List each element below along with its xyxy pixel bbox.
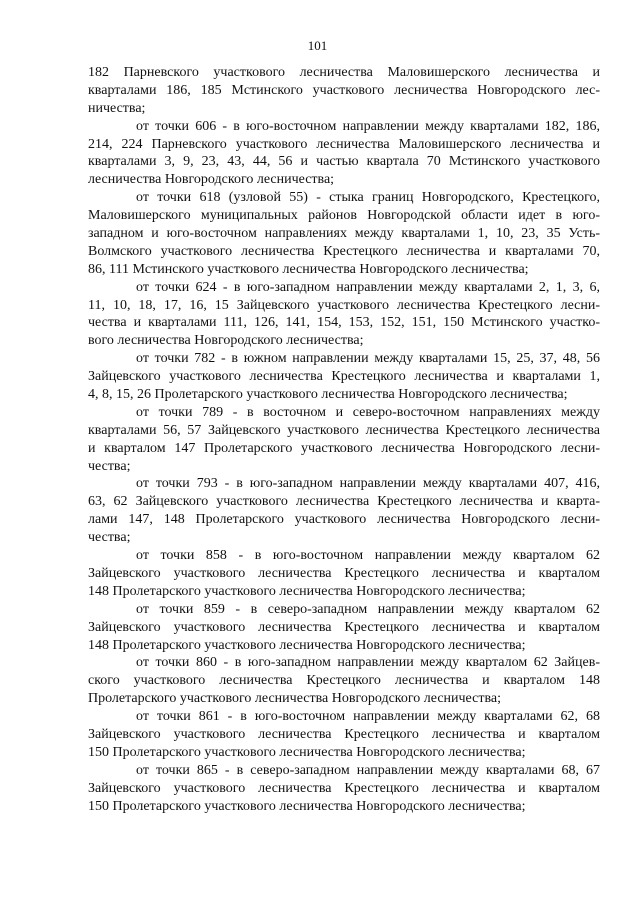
text-line: и кварталом 147 Пролетарского участкового лесничества Новгородского лесни- (88, 440, 600, 456)
text-line: Зайцевского участкового лесничества Крестецкого лесничества и кварталом (88, 565, 600, 581)
text-line: Волмского участкового лесничества Крестецкого лесничества и кварталами 70, (88, 243, 600, 259)
text-line: Зайцевского участкового лесничества Крестецкого лесничества и кварталом (88, 726, 600, 742)
paragraph-first-line: от точки 782 - в южном направлении между кварталами 15, 25, 37, 48, 56 (136, 351, 600, 367)
text-line: лами 147, 148 Пролетарского участкового лесничества Новгородского лесни- (88, 512, 600, 528)
body-text (88, 64, 600, 815)
paragraph-first-line: от точки 789 - в восточном и северо-восточном направлениях между (136, 404, 600, 420)
text-line: вого лесничества Новгородского лесничества; (88, 333, 364, 349)
text-line: 11, 10, 18, 17, 16, 15 Зайцевского участкового лесничества Крестецкого лесни- (88, 297, 600, 313)
paragraph-first-line: от точки 624 - в юго-западном направлении между кварталами 2, 1, 3, 6, (136, 279, 600, 295)
text-line: ского участкового лесничества Крестецкого лесничества и кварталом 148 (88, 673, 600, 689)
text-line: чества; (88, 458, 131, 474)
paragraph-first-line: от точки 793 - в юго-западном направлении между кварталами 407, 416, (136, 476, 600, 492)
text-line: 148 Пролетарского участкового лесничества Новгородского лесничества; (88, 637, 526, 653)
text-line: Маловишерского муниципальных районов Новгородской области идет в юго- (88, 208, 600, 224)
text-line: 150 Пролетарского участкового лесничества Новгородского лесничества; (88, 798, 526, 814)
text-line: западном и юго-восточном направлениях между кварталами 1, 10, 23, 35 Усть- (88, 226, 600, 242)
text-line: лесничества Новгородского лесничества; (88, 172, 335, 188)
paragraph-first-line: от точки 861 - в юго-восточном направлении между кварталами 62, 68 (136, 709, 600, 725)
text-line: 182 Парневского участкового лесничества Маловишерского лесничества и (88, 65, 600, 80)
paragraph-first-line: от точки 860 - в юго-западном направлении между кварталом 62 Зайцев- (136, 655, 600, 671)
paragraph-first-line: от точки 859 - в северо-западном направлении между кварталом 62 (136, 601, 600, 617)
page-number: 101 (307, 38, 328, 53)
text-line: 148 Пролетарского участкового лесничества Новгородского лесничества; (88, 583, 526, 599)
text-line: кварталами 56, 57 Зайцевского участкового лесничества Крестецкого лесничества (88, 422, 600, 438)
text-line: Пролетарского участкового лесничества Новгородского лесничества; (88, 691, 501, 707)
text-line: Зайцевского участкового лесничества Крестецкого лесничества и кварталами 1, (88, 369, 600, 385)
text-line: 214, 224 Парневского участкового лесничества Маловишерского лесничества и (88, 136, 600, 152)
text-line: ничества; (88, 100, 146, 116)
text-line: чества; (88, 530, 131, 546)
paragraph-first-line: от точки 858 - в юго-восточном направлении между кварталом 62 (136, 548, 600, 564)
text-line: Зайцевского участкового лесничества Крестецкого лесничества и кварталом (88, 780, 600, 796)
text-line: 4, 8, 15, 26 Пролетарского участкового лесничества Новгородского лесничества; (88, 387, 568, 403)
paragraph-first-line: от точки 606 - в юго-восточном направлении между кварталами 182, 186, (136, 118, 600, 134)
text-line: чества и кварталами 111, 126, 141, 154, 153, 152, 151, 150 Мстинского участко- (88, 315, 600, 331)
text-line: Зайцевского участкового лесничества Крестецкого лесничества и кварталом (88, 619, 600, 635)
text-line: кварталами 186, 185 Мстинского участкового лесничества Новгородского лес- (88, 82, 600, 98)
paragraph-first-line: от точки 618 (узловой 55) - стыка границ Новгородского, Крестецкого, (136, 190, 600, 206)
text-line: 150 Пролетарского участкового лесничества Новгородского лесничества; (88, 744, 526, 760)
text-line: кварталами 3, 9, 23, 43, 44, 56 и частью квартала 70 Мстинского участкового (88, 154, 600, 170)
paragraph-first-line: от точки 865 - в северо-западном направлении между кварталами 68, 67 (136, 762, 600, 778)
text-line: 63, 62 Зайцевского участкового лесничества Крестецкого лесничества и кварта- (88, 494, 600, 510)
text-line: 86, 111 Мстинского участкового лесничества Новгородского лесничества; (88, 261, 529, 277)
